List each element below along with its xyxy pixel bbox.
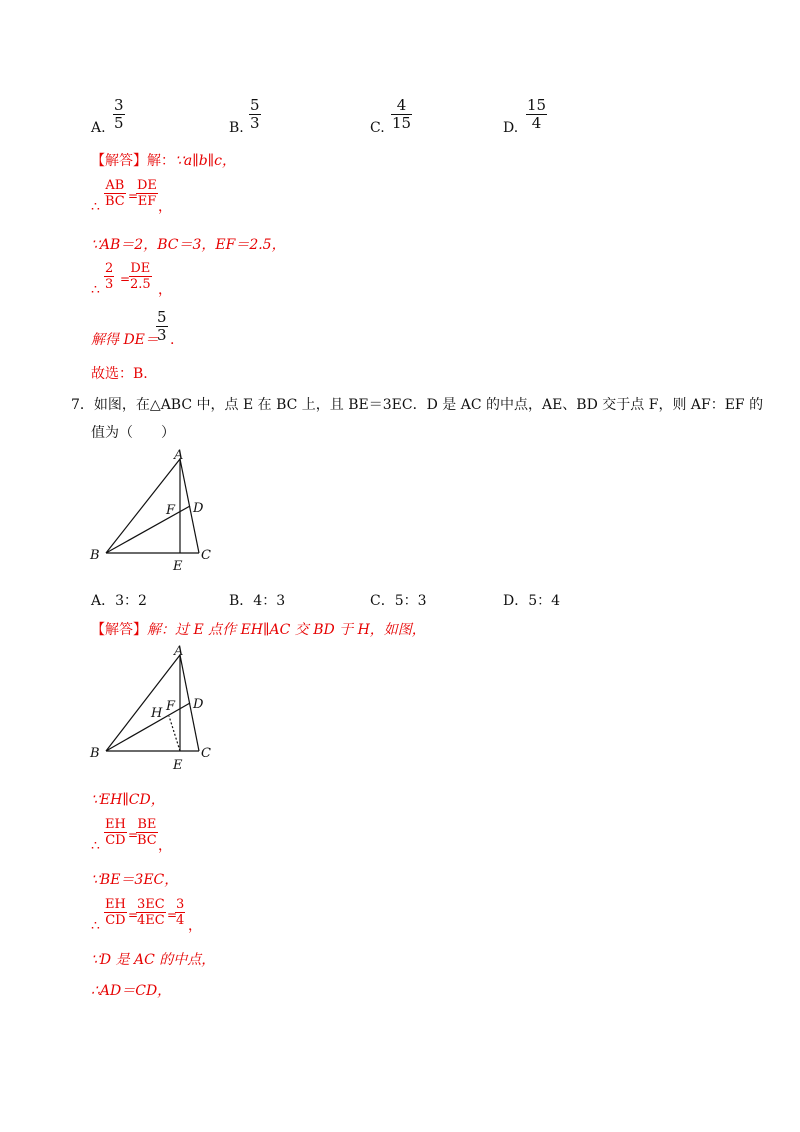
q7-option-d: D．5：4 bbox=[503, 593, 561, 609]
q7-stem-line-2: 值为（ ） bbox=[91, 425, 175, 441]
q7-sol-fig-label-a: A bbox=[174, 644, 184, 659]
q6-option-d-letter: D. bbox=[503, 120, 519, 136]
q7-stem-text: 如图，在△ABC 中，点 E 在 BC 上，且 BE＝3EC．D 是 AC 的中点，AE、BD 交于点 F，则 AF：EF 的 bbox=[93, 397, 764, 413]
q6-option-a-num: 3 bbox=[114, 96, 124, 114]
q7-triangle-figure bbox=[84, 446, 224, 576]
q6-option-d-num: 15 bbox=[527, 96, 547, 114]
q6-frac2-left-num: 2 bbox=[105, 261, 114, 276]
q6-frac1-tail: ， bbox=[158, 199, 172, 215]
q7-frac2-right bbox=[175, 897, 185, 928]
q6-solution-given: ∵a∥b∥c， bbox=[175, 153, 236, 169]
q7-therefore-2: ∴ bbox=[91, 918, 100, 934]
q6-option-a-letter: A. bbox=[91, 120, 106, 136]
q6-frac1-left bbox=[104, 178, 126, 209]
q7-option-b: B．4：3 bbox=[229, 593, 286, 609]
q7-fig-label-c: C bbox=[201, 548, 211, 563]
q7-solution-line-1 bbox=[91, 621, 426, 639]
q7-frac2-middle bbox=[136, 897, 166, 928]
q6-frac2-right bbox=[129, 261, 152, 292]
q6-solution-line-2: ∵AB＝2，BC＝3，EF＝2.5， bbox=[91, 237, 286, 253]
q6-answer: 故选：B. bbox=[91, 366, 148, 382]
q7-frac1-right-num: BE bbox=[137, 817, 157, 832]
q7-frac2-left-den: CD bbox=[105, 913, 126, 928]
q6-therefore-2: ∴ bbox=[91, 282, 100, 298]
q6-option-a-fraction bbox=[113, 97, 125, 132]
q6-option-c-den: 15 bbox=[392, 114, 412, 132]
q7-fig-label-d: D bbox=[193, 501, 204, 516]
q6-option-b-letter: B. bbox=[229, 120, 244, 136]
q7-option-a: A．3：2 bbox=[91, 593, 147, 609]
q7-fig-label-e: E bbox=[173, 559, 183, 574]
q6-option-c-letter: C. bbox=[370, 120, 385, 136]
q7-fig-label-a: A bbox=[174, 448, 184, 463]
q6-frac2-right-num: DE bbox=[130, 261, 151, 276]
q7-solution-line-4: ∵D 是 AC 的中点， bbox=[91, 952, 216, 968]
q6-option-b-fraction bbox=[249, 97, 261, 132]
q6-option-b-den: 3 bbox=[250, 114, 260, 132]
q7-option-c: C．5：3 bbox=[370, 593, 427, 609]
q7-solution-tag: 【解答】 bbox=[91, 622, 147, 638]
q7-solution-line-2: ∵EH∥CD， bbox=[91, 792, 165, 808]
q6-result-fraction bbox=[156, 309, 168, 344]
q7-frac2-left-num: EH bbox=[105, 897, 126, 912]
q6-option-c-num: 4 bbox=[396, 96, 407, 114]
q7-frac2-right-num: 3 bbox=[176, 897, 185, 912]
q7-frac2-tail: ， bbox=[188, 918, 202, 934]
q7-frac2-eq-1: = bbox=[128, 908, 139, 922]
q6-frac2-left bbox=[104, 261, 114, 292]
q6-result-prefix: 解得 DE＝ bbox=[91, 332, 159, 348]
q6-option-d-fraction bbox=[526, 97, 547, 132]
q7-frac2-left bbox=[104, 897, 127, 928]
q7-fig-label-f: F bbox=[166, 503, 176, 518]
q6-frac1-right bbox=[136, 178, 158, 209]
q7-sol-fig-segment-eh bbox=[169, 716, 180, 751]
q7-frac1-left bbox=[104, 817, 127, 848]
q7-frac1-eq: = bbox=[128, 828, 139, 842]
q6-frac1-eq: = bbox=[128, 189, 139, 203]
q7-stem-line-1 bbox=[71, 396, 763, 414]
q6-frac1-left-num: AB bbox=[105, 178, 125, 193]
q7-fig-label-b: B bbox=[90, 548, 100, 563]
q6-option-d-den: 4 bbox=[526, 114, 547, 132]
q7-sol-fig-label-h: H bbox=[151, 706, 163, 721]
q6-frac1-right-den: EF bbox=[137, 194, 157, 209]
q7-solution-line-5: ∴AD＝CD， bbox=[91, 983, 172, 999]
q7-sol-fig-label-c: C bbox=[201, 746, 211, 761]
q7-sol-fig-label-b: B bbox=[90, 746, 100, 761]
q6-frac2-right-den: 2.5 bbox=[130, 277, 151, 292]
q7-frac2-eq-2: = bbox=[167, 908, 178, 922]
q6-solution-tag: 【解答】 bbox=[91, 153, 147, 169]
q6-solution-line-1 bbox=[91, 152, 236, 170]
q6-result-den: 3 bbox=[157, 326, 167, 344]
q7-sol-fig-segment-bd bbox=[106, 703, 190, 751]
q7-frac1-left-den: CD bbox=[105, 833, 126, 848]
q6-frac1-right-num: DE bbox=[137, 178, 157, 193]
q6-therefore-1: ∴ bbox=[91, 199, 100, 215]
q7-frac2-middle-den: 4EC bbox=[137, 913, 165, 928]
q7-solution-intro: 解：过 E 点作 EH∥AC 交 BD 于 H，如图， bbox=[147, 622, 426, 638]
q7-solution-figure bbox=[84, 640, 224, 775]
q6-frac2-left-den: 3 bbox=[105, 277, 114, 292]
q7-therefore-1: ∴ bbox=[91, 838, 100, 854]
q6-frac2-eq: = bbox=[120, 272, 131, 286]
q6-result-period: . bbox=[170, 332, 175, 348]
q7-sol-fig-label-f: F bbox=[166, 699, 176, 714]
q7-sol-fig-label-d: D bbox=[193, 697, 204, 712]
q6-result-num: 5 bbox=[157, 308, 167, 326]
q7-frac2-right-den: 4 bbox=[176, 913, 185, 928]
q6-option-c-fraction bbox=[391, 97, 412, 132]
q7-solution-line-3: ∵BE＝3EC， bbox=[91, 872, 179, 888]
q7-frac2-middle-num: 3EC bbox=[137, 897, 165, 912]
q6-frac2-tail: ， bbox=[158, 282, 172, 298]
q6-option-a-den: 5 bbox=[114, 114, 124, 132]
q6-frac1-left-den: BC bbox=[105, 194, 125, 209]
q7-frac1-right-den: BC bbox=[137, 833, 157, 848]
q6-solution-intro: 解： bbox=[147, 153, 175, 169]
q7-sol-fig-label-e: E bbox=[173, 758, 183, 773]
q7-frac1-right bbox=[136, 817, 158, 848]
q7-frac1-tail: ， bbox=[158, 838, 172, 854]
q7-fig-segment-bd bbox=[106, 506, 190, 553]
q6-option-b-num: 5 bbox=[250, 96, 260, 114]
q7-frac1-left-num: EH bbox=[105, 817, 126, 832]
q7-number: 7． bbox=[71, 397, 94, 413]
